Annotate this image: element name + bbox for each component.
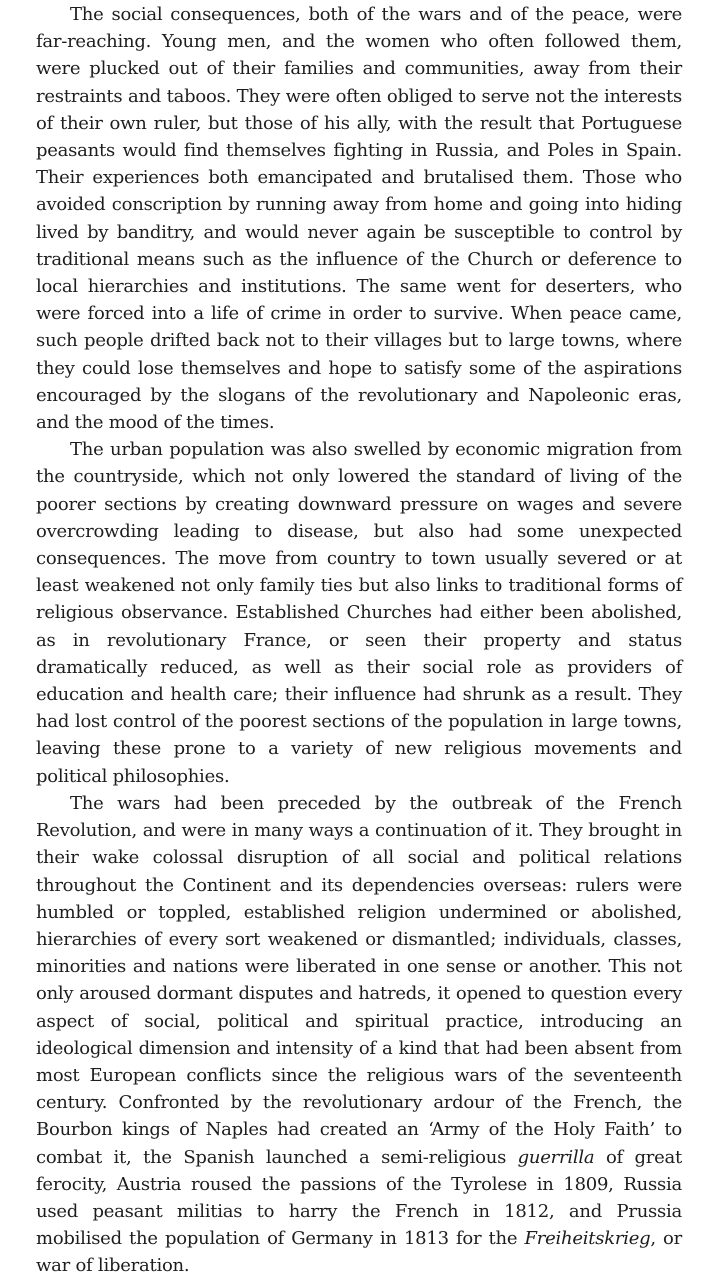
- paragraph-text: of great ferocity, Austria roused the passions of the Tyrolese in 1809, Russia used peasant militias to harry the French in 1812, and Prussia mobilised the population of Germany in 1813 for the: [36, 1146, 683, 1250]
- paragraph-text: , or war of liberation.: [36, 1228, 683, 1277]
- paragraph-text: The social consequences, both of the wars and of the peace, were far-reaching. Young men, and the women who often followed them, were plucked out of their families and communities, away from their restraints and taboos. They were often obliged to serve not the interests of their own ruler, but those of his ally, with the result that Portuguese peasants would find themselves fighting in Russia, and Poles in Spain. Their experiences both emancipated and brutalised them. Those who avoided conscription by running away from home and going into hiding lived by banditry, and would never again be susceptible to control by traditional means such as the influence of the Church or deference to local hierarchies and institutions. The same went for deserters, who were forced into a life of crime in order to survive. When peace came, such people drifted back not to their villages but to large towns, where they could lose themselves and hope to satisfy some of the aspirations encouraged by the slogans of the revolutionary and Napoleonic eras, and the mood of the times.: [36, 4, 682, 434]
- paragraph-text: The wars had been preceded by the outbreak of the French Revolution, and were in many ways a continuation of it. They brought in their wake colossal disruption of all social and political relations throughout the Continent and its dependencies overseas: rulers were humbled or toppled, established religion undermined or abolished, hierarchies of every sort weakened or dismantled; individuals, classes, minorities and nations were liberated in one sense or another. This not only aroused dormant disputes and hatreds, it opened to question every aspect of social, political and spiritual practice, introducing an ideological dimension and intensity of a kind that had been absent from most European conflicts since the religious wars of the seventeenth century. Confronted by the revolutionary ardour of the French, the Bourbon kings of Naples had created an ‘Army of the Holy Faith’ to combat it, the Spanish launched a semi-religious: [36, 792, 682, 1168]
- paragraph-social-consequences: [36, 1, 682, 436]
- paragraph-french-revolution: [36, 790, 682, 1280]
- paragraph-text: The urban population was also swelled by economic migration from the countryside, which not only lowered the standard of living of the poorer sections by creating downward pressure on wages and severe overcrowding leading to disease, but also had some unexpected consequences. The move from country to town usually severed or at least weakened not only family ties but also links to traditional forms of religious observance. Established Churches had either been abolished, as in revolutionary France, or seen their property and status dramatically reduced, as well as their social role as providers of education and health care; their influence had shrunk as a result. They had lost control of the poorest sections of the population in large towns, leaving these prone to a variety of new religious movements and political philosophies.: [36, 439, 682, 787]
- paragraph-urban-population: [36, 436, 682, 790]
- italic-term-freiheitskrieg: Freiheitskrieg: [524, 1228, 651, 1250]
- italic-term-guerrilla: guerrilla: [517, 1146, 595, 1168]
